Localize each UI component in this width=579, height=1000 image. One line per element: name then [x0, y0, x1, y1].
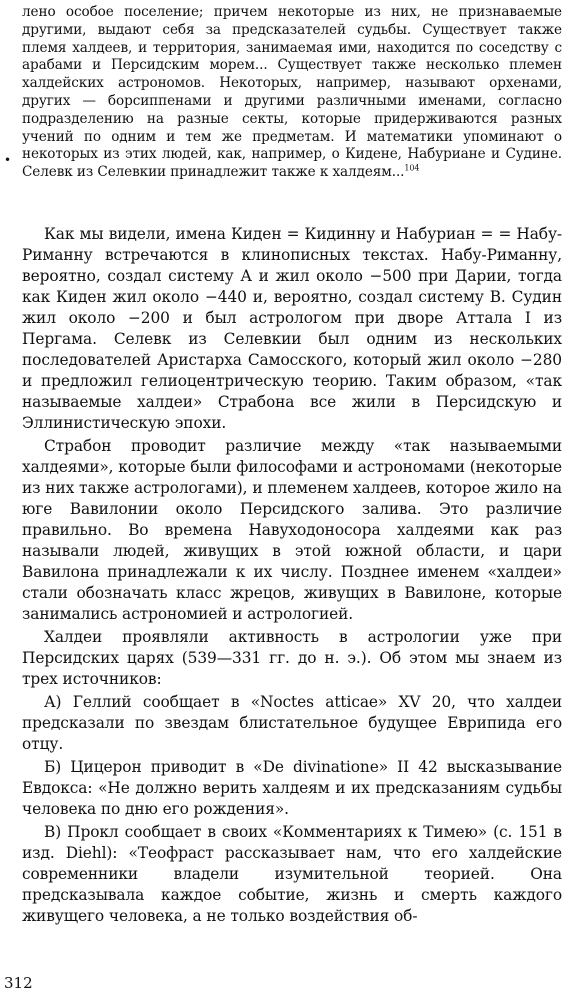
footnote-marker: 104	[404, 163, 420, 173]
paragraph-names: Как мы видели, имена Киден = Кидинну и Набуриан = = Набу-Риманну встречаются в клинописных текстах. Набу-Риманну, вероятно, создал систему А и жил около −500 при Дарии, тогда как Киден жил около −440 и, вероятно, создал систему В. Судин жил около −200 и был астрологом при дворе Аттала I из Пергама. Селевк из Селевкии был одним из нескольких последователей Аристарха Самосского, который жил около −280 и предложил гелиоцентрическую теорию. Таким образом, «так называемые халдеи» Страбона все жили в Персидскую и Эллинистическую эпохи.	[22, 225, 562, 432]
margin-mark: •	[4, 153, 12, 167]
paragraph-persian-kings: Халдеи проявляли активность в астрологии уже при Персидских царях (539—331 гг. до н. э.). Об этом мы знаем из трех источников:	[22, 628, 562, 688]
page-number: 312	[4, 974, 33, 992]
quote-paragraph	[22, 4, 562, 182]
paragraph-source-b: Б) Цицерон приводит в «De divinatione» II 42 высказывание Евдокса: «Не должно верить халдеям и их предсказаниям судьбы человека по дню его рождения».	[22, 758, 562, 818]
block-quote	[22, 4, 562, 182]
main-text	[22, 224, 562, 929]
paragraph-source-c: В) Прокл сообщает в своих «Комментариях к Тимею» (с. 151 в изд. Diehl): «Теофраст рассказывает нам, что его халдейские современники владели изумительной теорией. Она предсказывала каждое событие, жизнь и смерть каждого живущего человека, а не только воздействия об-	[22, 823, 562, 925]
paragraph-strabo: Страбон проводит различие между «так называемыми халдеями», которые были философами и астрономами (некоторые из них также астрологами), и племенем халдеев, которое жило на юге Вавилонии около Персидского залива. Это различие правильно. Во времена Навуходоносора халдеями как раз называли людей, живущих в этой южной области, и цари Вавилона принадлежали к их числу. Позднее именем «халдеи» стали обозначать класс жрецов, живущих в Вавилоне, которые занимались астрономией и астрологией.	[22, 437, 562, 623]
paragraph-source-a: А) Геллий сообщает в «Noctes atticae» XV 20, что халдеи предсказали по звездам блистательное будущее Еврипида его отцу.	[22, 693, 562, 753]
quote-text: лено особое поселение; причем некоторые из них, не признаваемые другими, выдают себя за предсказателей судьбы. Существует также племя халдеев, и территория, занимаемая ими, находится по соседству с арабами и Персидским морем... Существует также несколько племен халдейских астрономов. Некоторых, например, называют орхенами, других — борсиппенами и другими различными именами, согласно подразделению на разные секты, которые придерживаются разных учений по одним и тем же предметам. И математики упоминают о некоторых из этих людей, как, например, о Кидене, Набуриане и Судине. Селевк из Селевкии принадлежит также к халдеям...	[22, 4, 562, 181]
